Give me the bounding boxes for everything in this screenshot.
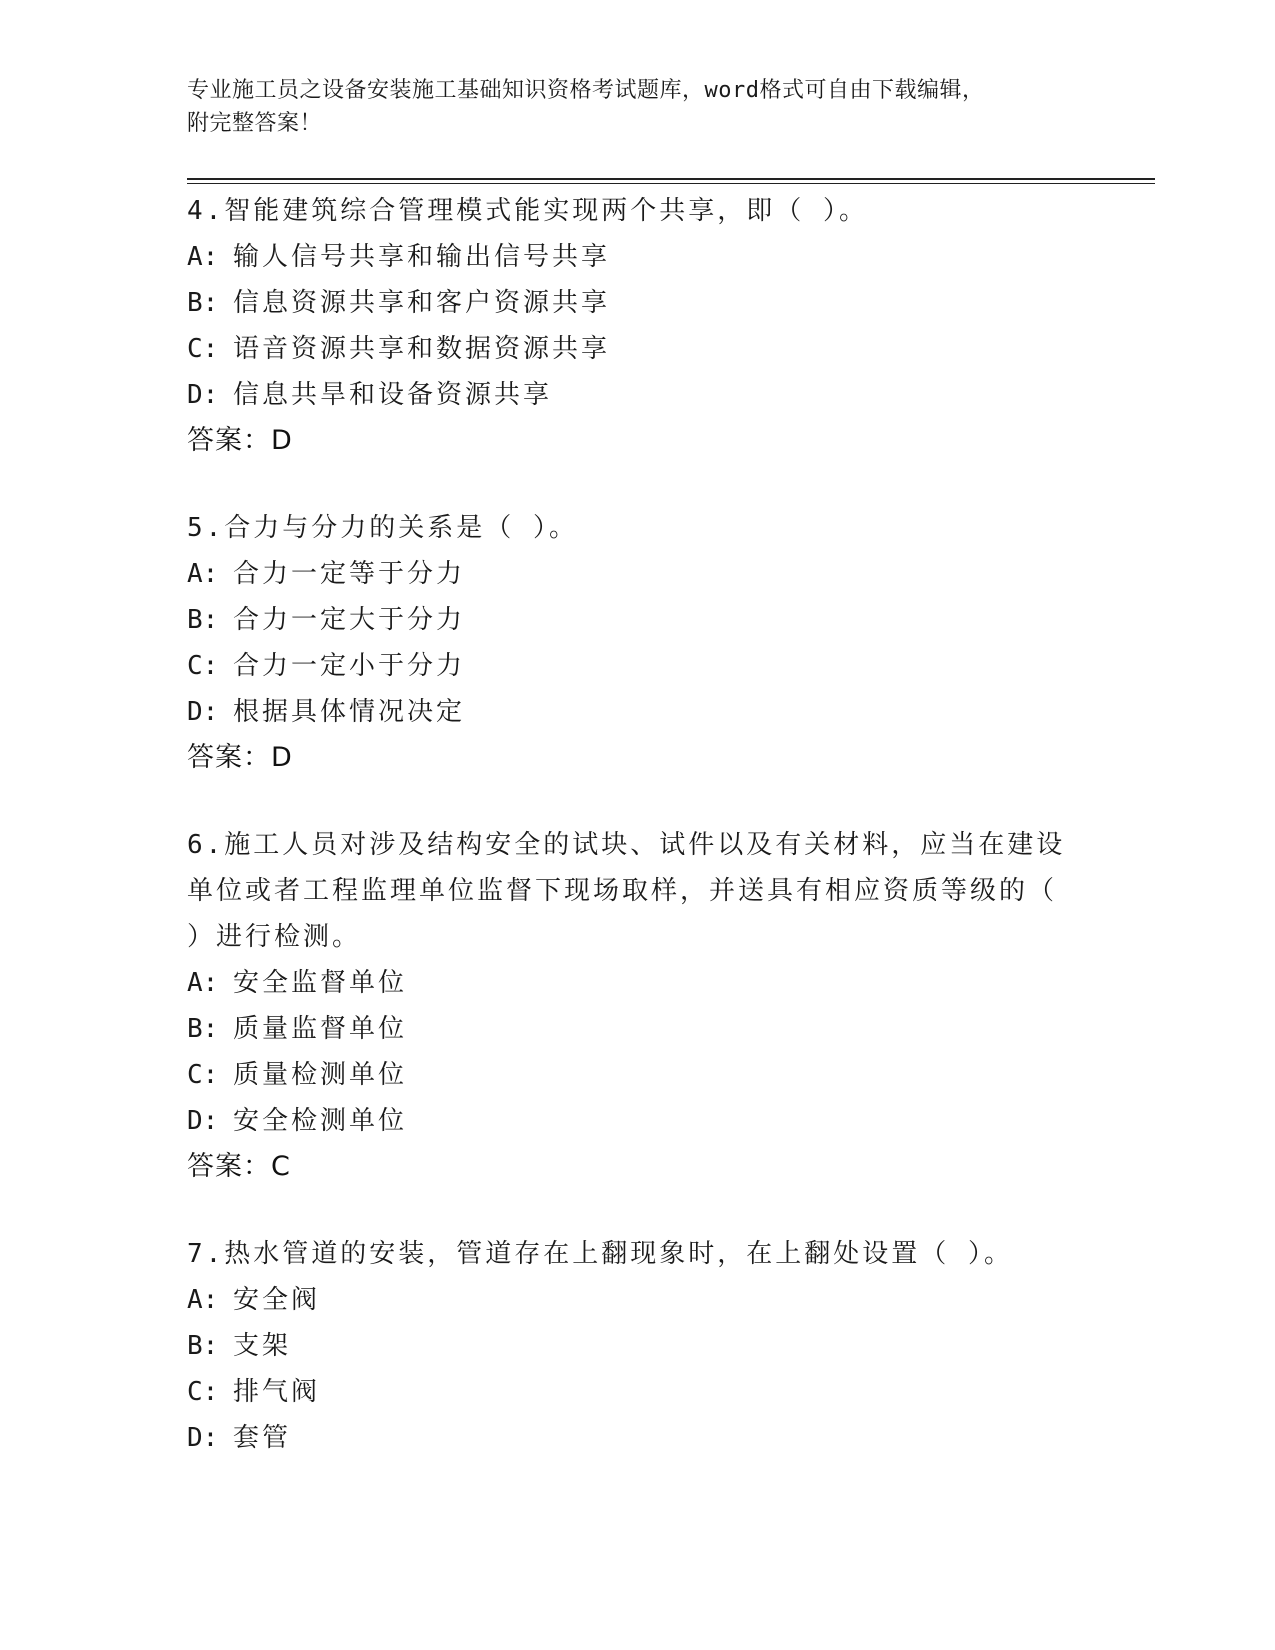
- option-text: 安全检测单位: [233, 1106, 408, 1136]
- option-letter: C:: [187, 334, 219, 364]
- option-text: 输人信号共享和输出信号共享: [233, 242, 611, 272]
- answer-line: 答案：D: [187, 425, 293, 456]
- option-b: [187, 597, 1087, 643]
- option-c: [187, 643, 1087, 689]
- option-letter: B:: [187, 1014, 219, 1044]
- option-letter: D:: [187, 697, 219, 727]
- option-letter: B:: [187, 288, 219, 318]
- option-letter: A:: [187, 559, 219, 589]
- question-4: [187, 188, 1087, 464]
- option-text: 根据具体情况决定: [233, 697, 466, 727]
- option-text: 合力一定小于分力: [233, 651, 466, 681]
- option-text: 排气阀: [233, 1377, 321, 1407]
- option-c: [187, 326, 1087, 372]
- option-d: [187, 1415, 1087, 1461]
- option-text: 质量监督单位: [233, 1014, 408, 1044]
- option-a: [187, 960, 1087, 1006]
- question-stem: 6.施工人员对涉及结构安全的试块、试件以及有关材料，应当在建设单位或者工程监理单位监督下现场取样，并送具有相应资质等级的（ ）进行检测。: [187, 830, 1066, 952]
- question-stem: 7.热水管道的安装，管道存在上翻现象时，在上翻处设置（ ）。: [187, 1239, 1013, 1269]
- option-d: [187, 1098, 1087, 1144]
- option-letter: C:: [187, 1060, 219, 1090]
- option-letter: D:: [187, 1423, 219, 1453]
- option-text: 语音资源共享和数据资源共享: [233, 334, 611, 364]
- option-letter: A:: [187, 1285, 219, 1315]
- option-letter: D:: [187, 1106, 219, 1136]
- option-letter: C:: [187, 1377, 219, 1407]
- option-letter: A:: [187, 968, 219, 998]
- option-letter: A:: [187, 242, 219, 272]
- option-b: [187, 1006, 1087, 1052]
- question-5: [187, 505, 1087, 781]
- question-stem: 4.智能建筑综合管理模式能实现两个共享，即（ ）。: [187, 196, 868, 226]
- header-line-1: 专业施工员之设备安装施工基础知识资格考试题库，word格式可自由下载编辑，: [187, 78, 985, 103]
- option-text: 信息资源共享和客户资源共享: [233, 288, 611, 318]
- header-divider-thick: [187, 178, 1155, 180]
- option-text: 合力一定等于分力: [233, 559, 466, 589]
- option-letter: C:: [187, 651, 219, 681]
- option-text: 支架: [233, 1331, 292, 1361]
- answer-line: 答案：C: [187, 1151, 291, 1182]
- answer-line: 答案：D: [187, 742, 293, 773]
- option-text: 安全阀: [233, 1285, 321, 1315]
- option-b: [187, 1323, 1087, 1369]
- option-b: [187, 280, 1087, 326]
- question-7: [187, 1231, 1087, 1461]
- document-header: [187, 74, 1087, 140]
- question-stem: 5.合力与分力的关系是（ ）。: [187, 513, 578, 543]
- option-c: [187, 1369, 1087, 1415]
- option-text: 套管: [233, 1423, 292, 1453]
- option-d: [187, 372, 1087, 418]
- question-6: [187, 822, 1087, 1190]
- option-text: 质量检测单位: [233, 1060, 408, 1090]
- option-letter: B:: [187, 605, 219, 635]
- option-a: [187, 1277, 1087, 1323]
- question-list: [187, 188, 1087, 1502]
- option-text: 合力一定大于分力: [233, 605, 466, 635]
- option-a: [187, 234, 1087, 280]
- option-letter: B:: [187, 1331, 219, 1361]
- option-c: [187, 1052, 1087, 1098]
- header-line-2: 附完整答案！: [187, 111, 323, 136]
- option-text: 信息共旱和设备资源共享: [233, 380, 553, 410]
- option-letter: D:: [187, 380, 219, 410]
- option-a: [187, 551, 1087, 597]
- header-divider-thin: [187, 183, 1155, 184]
- option-text: 安全监督单位: [233, 968, 408, 998]
- option-d: [187, 689, 1087, 735]
